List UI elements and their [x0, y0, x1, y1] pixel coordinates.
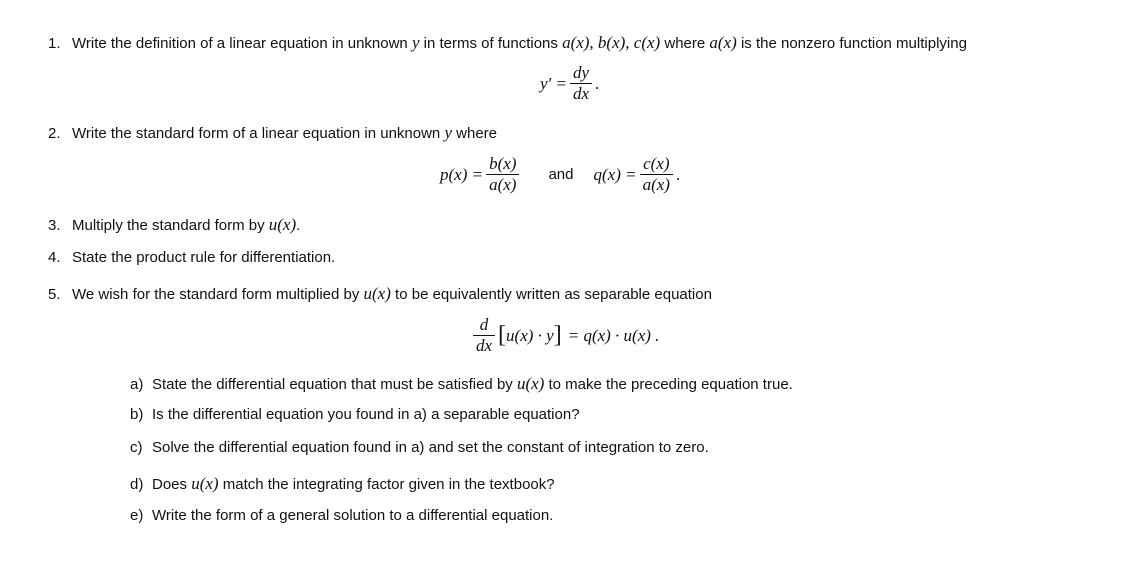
question-number: 5. — [48, 286, 61, 303]
question-text: We wish for the standard form multiplied by — [72, 286, 364, 303]
subpart-label: c) — [130, 439, 143, 456]
equation-lhs: y′ = — [540, 73, 567, 93]
equation-lhs: q(x) = — [593, 164, 637, 184]
subpart-d — [130, 475, 555, 494]
question-text: where — [451, 125, 498, 142]
question-text: Write the standard form of a linear equation in unknown — [72, 125, 445, 142]
math-expression: u(x) — [191, 474, 219, 493]
question-4 — [48, 249, 335, 267]
subpart-text: match the integrating factor given in the textbook? — [218, 476, 555, 493]
subpart-text: Does — [152, 476, 192, 493]
math-var: y — [444, 123, 452, 142]
math-expression: a(x), b(x), c(x) — [562, 33, 661, 52]
subpart-text: Is the differential equation you found in a) a separable equation? — [152, 406, 580, 423]
question-text: where — [660, 35, 710, 52]
subpart-text: Solve the differential equation found in a) and set the constant of integration to zero. — [152, 439, 709, 456]
question-number: 2. — [48, 125, 61, 142]
fraction — [473, 316, 495, 355]
question-5 — [48, 285, 712, 304]
question-text: in terms of functions — [419, 35, 563, 52]
subpart-c — [130, 439, 709, 457]
question-text: Multiply the standard form by — [72, 217, 269, 234]
subpart-text: Write the form of a general solution to a differential equation. — [152, 507, 554, 524]
fraction-denominator: dx — [573, 84, 590, 103]
equation-period: . — [595, 73, 600, 93]
question-text: . — [296, 217, 301, 234]
math-expression: u(x) — [363, 284, 391, 303]
fraction — [486, 155, 519, 194]
equation-inner: u(x) · y — [506, 325, 554, 345]
math-var: y — [411, 33, 420, 52]
fraction-numerator: b(x) — [489, 154, 517, 173]
subpart-label: e) — [130, 507, 144, 524]
equation-period: . — [675, 164, 681, 184]
math-expression: u(x) — [268, 215, 297, 234]
subpart-text: to make the preceding equation true. — [544, 376, 793, 393]
fraction-denominator: dx — [476, 336, 493, 355]
fraction-numerator: c(x) — [643, 154, 670, 173]
fraction-denominator: a(x) — [642, 175, 670, 194]
question-number: 3. — [48, 217, 61, 234]
question-3 — [48, 216, 300, 235]
question-1 — [48, 34, 967, 53]
math-expression: u(x) — [516, 374, 545, 393]
equation-rhs: = q(x) · u(x) . — [567, 325, 660, 345]
equation-separable — [470, 316, 659, 355]
equation-lhs: p(x) = — [440, 164, 484, 184]
question-number: 1. — [48, 35, 61, 52]
subpart-e — [130, 507, 553, 525]
subpart-text: State the differential equation that must be satisfied by — [152, 376, 517, 393]
fraction — [640, 155, 673, 194]
question-text: State the product rule for differentiation. — [72, 249, 336, 266]
question-number: 4. — [48, 249, 61, 266]
question-text: to be equivalently written as separable equation — [390, 286, 712, 303]
equation-derivative — [540, 64, 599, 103]
fraction — [570, 64, 592, 103]
question-text: Write the definition of a linear equation in unknown — [72, 35, 412, 52]
subpart-label: d) — [130, 476, 144, 493]
fraction-numerator: dy — [573, 63, 590, 82]
question-text: is the nonzero function multiplying — [736, 35, 967, 52]
question-2 — [48, 124, 497, 143]
subpart-a — [130, 375, 793, 394]
fraction-denominator: a(x) — [489, 175, 517, 194]
and-text: and — [548, 166, 574, 183]
math-expression: a(x) — [709, 33, 737, 52]
equation-p-and-q — [440, 155, 680, 194]
subpart-b — [130, 406, 580, 424]
fraction-numerator: d — [479, 315, 489, 334]
subpart-label: a) — [130, 376, 144, 393]
right-bracket: ] — [553, 322, 562, 348]
left-bracket: [ — [498, 322, 507, 348]
subpart-label: b) — [130, 406, 144, 423]
